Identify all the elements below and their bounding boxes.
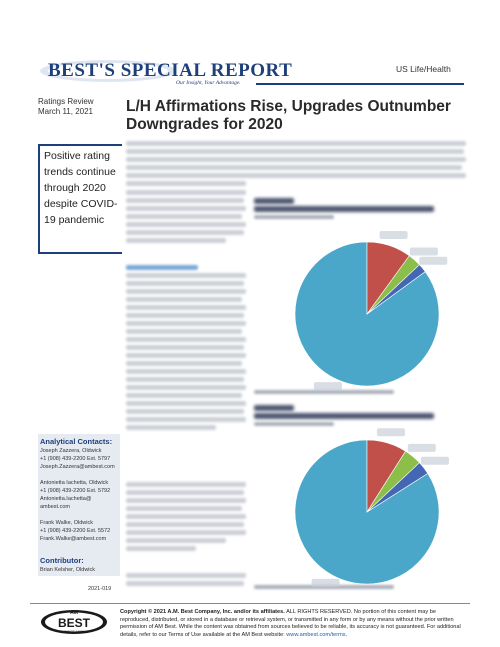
brand-word-3: REPORT — [210, 60, 293, 81]
contact-email[interactable]: ambest.com — [40, 504, 70, 510]
footer-rule — [30, 603, 470, 604]
document-id: 2021-019 — [88, 586, 112, 592]
contributor-name: Brian Kelsher, Oldwick — [40, 567, 96, 573]
logo-best-text: BEST — [57, 616, 91, 630]
slice-label-blurred — [410, 247, 438, 255]
contact-line: Frank Walke, Oldwick — [40, 520, 93, 526]
headline: L/H Affirmations Rise, Upgrades Outnumber Downgrades for 2020 — [126, 98, 451, 133]
report-date: March 11, 2021 — [38, 107, 93, 116]
logo-am-text: AM — [70, 610, 78, 616]
contact-line: +1 (908) 439-2200 Ext. 5797 — [40, 456, 111, 462]
slice-label-blurred — [380, 231, 408, 239]
contributor-title: Contributor: — [40, 556, 84, 565]
contacts-title: Analytical Contacts: — [40, 437, 113, 446]
contact-line: Antonietta Iachetta, Oldwick — [40, 480, 109, 486]
slice-label-blurred — [314, 382, 342, 390]
contact-line: Joseph Zazzera, Oldwick — [40, 448, 102, 454]
report-type: Ratings Review — [38, 97, 94, 106]
slice-label-blurred — [419, 257, 447, 265]
brand-word-1: BEST'S — [48, 60, 116, 81]
slice-label-blurred — [312, 579, 340, 587]
pie-charts — [254, 222, 474, 587]
header-rule — [256, 83, 464, 85]
copyright-text: ALL RIGHTS RESERVED. No portion of this content may be reproduced, distributed, or stored in a database or retrieval system, or transmitted in any form or by any means without the prior written permission of AM Best. While the content was obtained from sources believed to be reliable, its accuracy is not guaranteed. For additional details, refer to our Terms of Use available at the AM Best website: — [120, 609, 461, 638]
brand-word-2: SPECIAL — [120, 60, 206, 81]
slice-label-blurred — [421, 457, 449, 465]
copyright-notice — [120, 609, 466, 639]
copyright-bold: Copyright © 2021 A.M. Best Company, Inc. and/or its affiliates. — [120, 609, 285, 615]
terms-link[interactable]: www.ambest.com/terms — [286, 631, 346, 638]
section-label: US Life/Health — [396, 64, 451, 74]
am-best-logo — [38, 606, 110, 636]
copyright-end: . — [345, 631, 348, 638]
pull-quote: Positive rating trends continue through 2020 despite COVID-19 pandemic — [44, 150, 118, 226]
contact-line: +1 (908) 439-2200 Ext. 5572 — [40, 528, 111, 534]
logo-since-text: SINCE 1899 — [64, 630, 84, 634]
contact-email[interactable]: Antonietta.Iachetta@ — [40, 496, 92, 502]
brand-logo — [48, 60, 292, 82]
brand-tagline: Our Insight, Your Advantage. — [176, 80, 241, 86]
contact-line: +1 (908) 439-2200 Ext. 5792 — [40, 488, 111, 494]
slice-label-blurred — [408, 444, 436, 452]
contact-email[interactable]: Joseph.Zazzera@ambest.com — [40, 464, 115, 470]
contact-email[interactable]: Frank.Walke@ambest.com — [40, 536, 107, 542]
slice-label-blurred — [377, 428, 405, 436]
